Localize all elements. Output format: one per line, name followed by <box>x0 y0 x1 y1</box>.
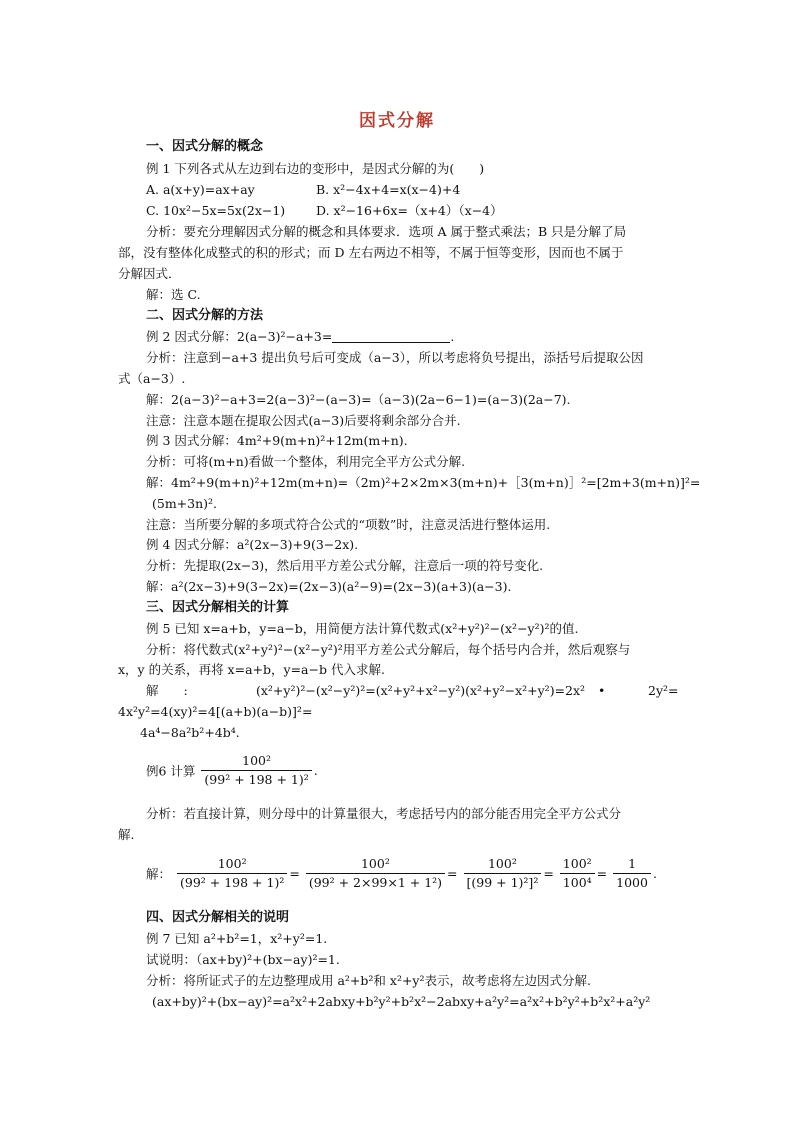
equals-sign: = <box>543 866 554 881</box>
solution-fraction-3-denominator: [(99 + 1)²]² <box>464 873 542 892</box>
section-heading-2: 二、因式分解的方法 <box>146 308 264 323</box>
example-2-analysis-line-2: 式（a−3）. <box>118 371 186 386</box>
example-3-solution-line-2: (5m+3n)². <box>152 496 218 511</box>
example-5-solution-end: 2y²= <box>648 683 679 698</box>
example-5-analysis-line-2: x，y 的关系，再将 x=a+b，y=a−b 代入求解. <box>118 662 385 677</box>
example-7-prove: 试说明：（ax+by)²+(bx−ay)²=1. <box>146 952 340 967</box>
example-2-period: . <box>450 329 455 344</box>
example-5-solution-dot: • <box>598 683 606 698</box>
solution-fraction-3 <box>464 855 542 892</box>
example-3-analysis: 分析：可将(m+n)看做一个整体，利用完全平方公式分解. <box>146 454 466 469</box>
example-4-analysis: 分析：先提取(2x−3)，然后用平方差公式分解，注意后一项的符号变化. <box>146 558 544 573</box>
example-1-solution: 解：选 C. <box>146 287 201 302</box>
example-2-note: 注意：注意本题在提取公因式(a−3)后要将剩余部分合并. <box>146 413 461 428</box>
equals-sign: = <box>289 866 300 881</box>
solution-fraction-4-denominator: 100⁴ <box>560 873 595 892</box>
page-title: 因式分解 <box>359 111 435 131</box>
solution-fraction-5-denominator: 1000 <box>613 873 651 892</box>
example-6-denominator: (99² + 198 + 1)² <box>201 770 311 789</box>
example-2-solution: 解：2(a−3)²−a+3=2(a−3)²−(a−3)=（a−3)(2a−6−1)=(a−3)(2a−7). <box>146 392 571 407</box>
example-7-question: 例 7 已知 a²+b²=1，x²+y²=1. <box>146 931 328 946</box>
solution-fraction-3-numerator: 100² <box>487 856 517 871</box>
solution-fraction-4 <box>560 855 595 892</box>
example-1-analysis-line-3: 分解因式． <box>118 266 181 281</box>
example-6-label: 例6 计算 <box>146 763 196 779</box>
example-6-question <box>146 752 318 789</box>
section-heading-1: 一、因式分解的概念 <box>146 139 264 154</box>
example-5-solution-label: 解 : <box>146 683 188 698</box>
solution-fraction-1-denominator: (99² + 198 + 1)² <box>177 873 287 892</box>
solution-fraction-1-numerator: 100² <box>217 856 247 871</box>
example-6-analysis-line-2: 解. <box>118 827 135 842</box>
example-3-question: 例 3 因式分解：4m²+9(m+n)²+12m(m+n). <box>146 433 408 448</box>
example-2-analysis-line-1: 分析：注意到−a+3 提出负号后可变成（a−3），所以考虑将负号提出，添括号后提取公因 <box>146 350 644 365</box>
example-5-solution-line-2: 4x²y²=4(xy)²=4[(a+b)(a−b)]²= <box>118 704 313 719</box>
solution-fraction-4-numerator: 100² <box>562 856 592 871</box>
example-6-period: . <box>313 763 318 778</box>
solution-fraction-2-numerator: 100² <box>360 856 390 871</box>
solution-fraction-2-denominator: (99² + 2×99×1 + 1²) <box>306 873 445 892</box>
example-1-option-d: D. x²−16+6x=（x+4）（x−4） <box>316 203 503 218</box>
example-3-note: 注意：当所要分解的多项式符合公式的“项数”时，注意灵活进行整体运用. <box>146 517 551 532</box>
equals-sign: = <box>447 866 458 881</box>
solution-period: . <box>652 866 657 881</box>
example-5-solution-line-1: (x²+y²)²−(x²−y²)²=(x²+y²+x²−y²)(x²+y²−x²+y²)=2x² <box>256 683 586 698</box>
example-7-analysis: 分析：将所证式子的左边整理成用 a²+b²和 x²+y²表示，故考虑将左边因式分解. <box>146 973 591 988</box>
solution-fraction-2 <box>306 855 445 892</box>
example-5-solution-line-3: 4a⁴−8a²b²+4b⁴. <box>140 725 240 740</box>
example-1-analysis-line-1: 分析：要充分理解因式分解的概念和具体要求．选项 A 属于整式乘法；B 只是分解了局 <box>146 224 627 239</box>
example-3-solution-line-1: 解：4m²+9(m+n)²+12m(m+n)=（2m)²+2×2m×3(m+n)+［3(m+n)］²=[2m+3(m+n)]²= <box>146 475 701 490</box>
example-1-question: 例 1 下列各式从左边到右边的变形中，是因式分解的为( ) <box>146 161 485 176</box>
section-heading-4: 四、因式分解相关的说明 <box>146 910 290 925</box>
example-7-solution: (ax+by)²+(bx−ay)²=a²x²+2abxy+b²y²+b²x²−2abxy+a²y²=a²x²+b²y²+b²x²+a²y² <box>152 994 651 1009</box>
example-2-question <box>146 328 454 346</box>
example-5-analysis-line-1: 分析：将代数式(x²+y²)²−(x²−y²)²用平方差公式分解后，每个括号内合并，然后观察与 <box>146 642 631 657</box>
example-6-numerator: 100² <box>242 753 272 768</box>
example-6-fraction <box>201 752 311 789</box>
solution-fraction-5-numerator: 1 <box>628 856 637 871</box>
example-2-question-text: 例 2 因式分解：2(a−3)²−a+3= <box>146 329 333 344</box>
example-4-question: 例 4 因式分解：a²(2x−3)+9(3−2x). <box>146 537 359 552</box>
example-1-option-a: A. a(x+y)=ax+ay <box>146 182 255 197</box>
section-heading-3: 三、因式分解相关的计算 <box>146 600 290 615</box>
example-6-analysis-line-1: 分析：若直接计算，则分母中的计算量很大，考虑括号内的部分能否用完全平方公式分 <box>146 806 622 821</box>
example-6-solution-label: 解： <box>146 866 172 882</box>
equals-sign: = <box>596 866 608 881</box>
example-6-solution <box>146 855 657 892</box>
solution-fraction-5 <box>613 855 651 892</box>
example-4-solution: 解：a²(2x−3)+9(3−2x)=(2x−3)(a²−9)=(2x−3)(a+3)(a−3). <box>146 579 512 594</box>
solution-fraction-1 <box>177 855 287 892</box>
answer-blank <box>332 330 450 343</box>
example-1-option-b: B. x²−4x+4=x(x−4)+4 <box>316 182 461 197</box>
example-1-option-c: C. 10x²−5x=5x(2x−1) <box>146 203 286 218</box>
example-1-analysis-line-2: 部，没有整体化成整式的积的形式；而 D 左右两边不相等，不属于恒等变形，因而也不属于 <box>118 245 624 260</box>
example-5-question: 例 5 已知 x=a+b，y=a−b，用简便方法计算代数式(x²+y²)²−(x²−y²)²的值. <box>146 621 579 636</box>
